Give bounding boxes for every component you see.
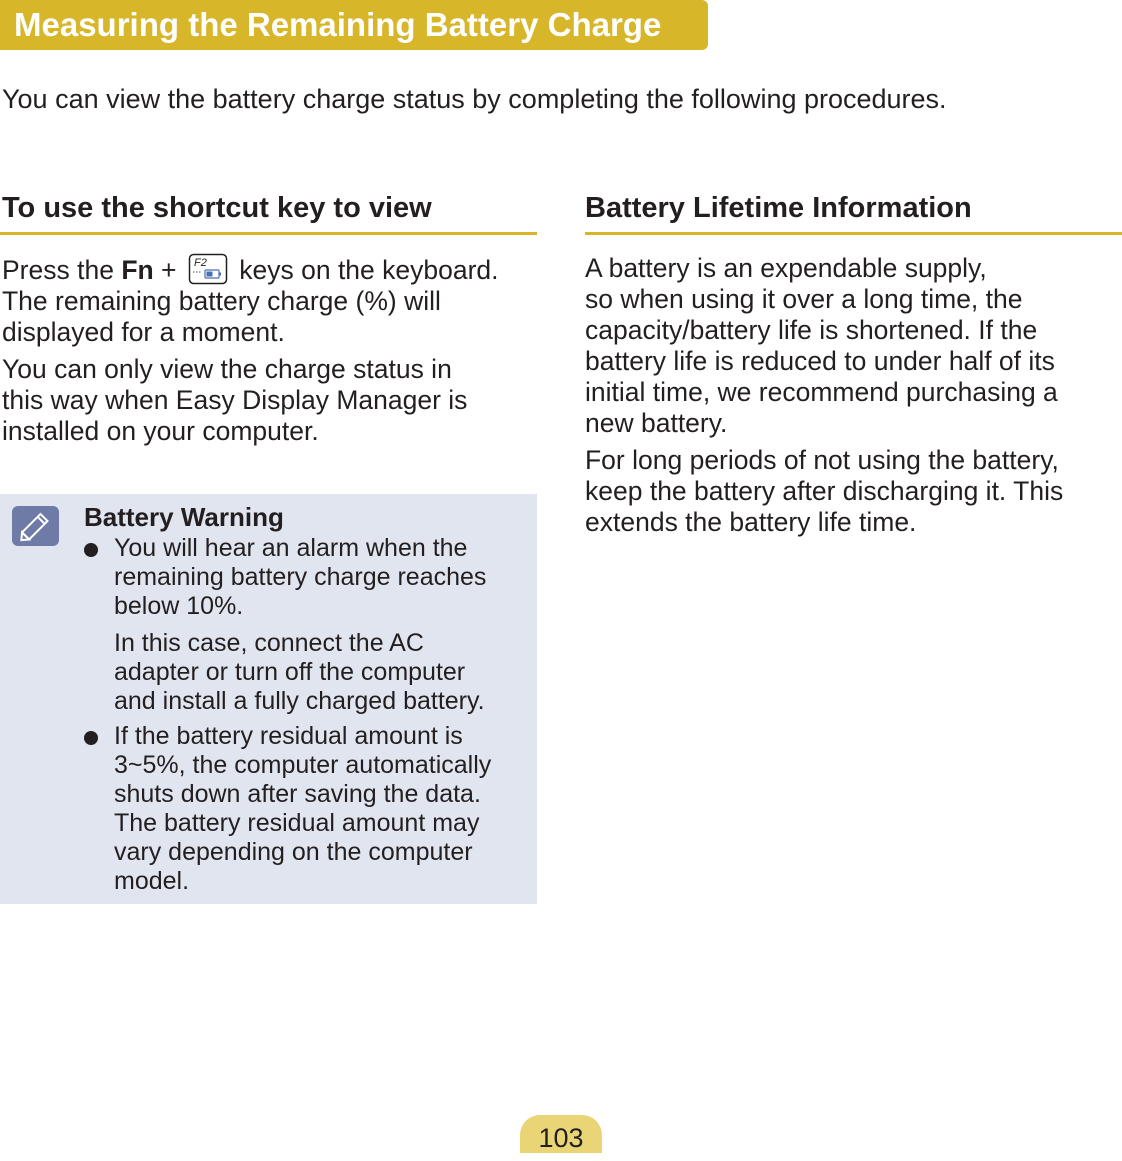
note-line: adapter or turn off the computer [114, 658, 466, 686]
section-title: Measuring the Remaining Battery Charge [14, 6, 662, 43]
note-line: and install a fully charged battery. [114, 687, 485, 715]
shortcut-paragraph-line: this way when Easy Display Manager is [2, 385, 468, 415]
list-item [84, 534, 491, 716]
shortcut-paragraph-line: The remaining battery charge (%) will [2, 286, 441, 316]
battery-warning-note [0, 494, 537, 904]
note-list [84, 534, 491, 896]
lifetime-paragraph-line: initial time, we recommend purchasing a [585, 377, 1058, 407]
intro-text: You can view the battery charge status by completing the following procedures. [2, 84, 947, 114]
lifetime-heading: Battery Lifetime Information [585, 190, 1122, 235]
lifetime-paragraph-line: extends the battery life time. [585, 507, 917, 537]
text-run: + [153, 255, 184, 285]
shortcut-paragraph-line: displayed for a moment. [2, 317, 285, 347]
note-line: vary depending on the computer [114, 838, 473, 866]
text-run: keys on the keyboard. [231, 255, 499, 285]
bullet-icon [84, 731, 98, 745]
lifetime-paragraph-line: capacity/battery life is shortened. If the [585, 315, 1038, 345]
key-label: F2 [193, 257, 207, 269]
lifetime-paragraph-line: keep the battery after discharging it. This [585, 476, 1064, 506]
page-number: 103 [538, 1123, 584, 1153]
note-line: shuts down after saving the data. [114, 780, 481, 808]
note-line: The battery residual amount may [114, 809, 480, 837]
lifetime-paragraph-line: For long periods of not using the battery, [585, 445, 1059, 475]
lifetime-paragraph-line: so when using it over a long time, the [585, 284, 1023, 314]
left-column [0, 190, 537, 447]
lifetime-paragraph-line: battery life is reduced to under half of its [585, 346, 1055, 376]
note-line: In this case, connect the AC [114, 629, 424, 657]
note-line: If the battery residual amount is [114, 722, 463, 750]
shortcut-paragraph-line: You can only view the charge status in [2, 354, 452, 384]
right-column [585, 190, 1122, 538]
note-line: below 10%. [114, 592, 244, 620]
list-item [84, 722, 491, 896]
fn-key-label: Fn [121, 255, 154, 285]
section-title-banner [0, 0, 708, 50]
note-line: 3~5%, the computer automatically [114, 751, 492, 779]
page-number-tab [520, 1115, 602, 1153]
bullet-icon [84, 543, 98, 557]
lifetime-paragraph-line: A battery is an expendable supply, [585, 253, 987, 283]
note-line: model. [114, 867, 190, 895]
shortcut-heading: To use the shortcut key to view [0, 190, 537, 235]
f2-battery-key-icon [188, 253, 228, 285]
text-run: Press the [2, 255, 122, 285]
note-line: remaining battery charge reaches [114, 563, 487, 591]
shortcut-paragraph-line [0, 253, 537, 286]
note-pencil-icon [12, 506, 59, 546]
note-title: Battery Warning [84, 502, 284, 532]
lifetime-paragraph-line: new battery. [585, 408, 728, 438]
note-line: You will hear an alarm when the [114, 534, 468, 562]
shortcut-paragraph-line: installed on your computer. [2, 416, 319, 446]
